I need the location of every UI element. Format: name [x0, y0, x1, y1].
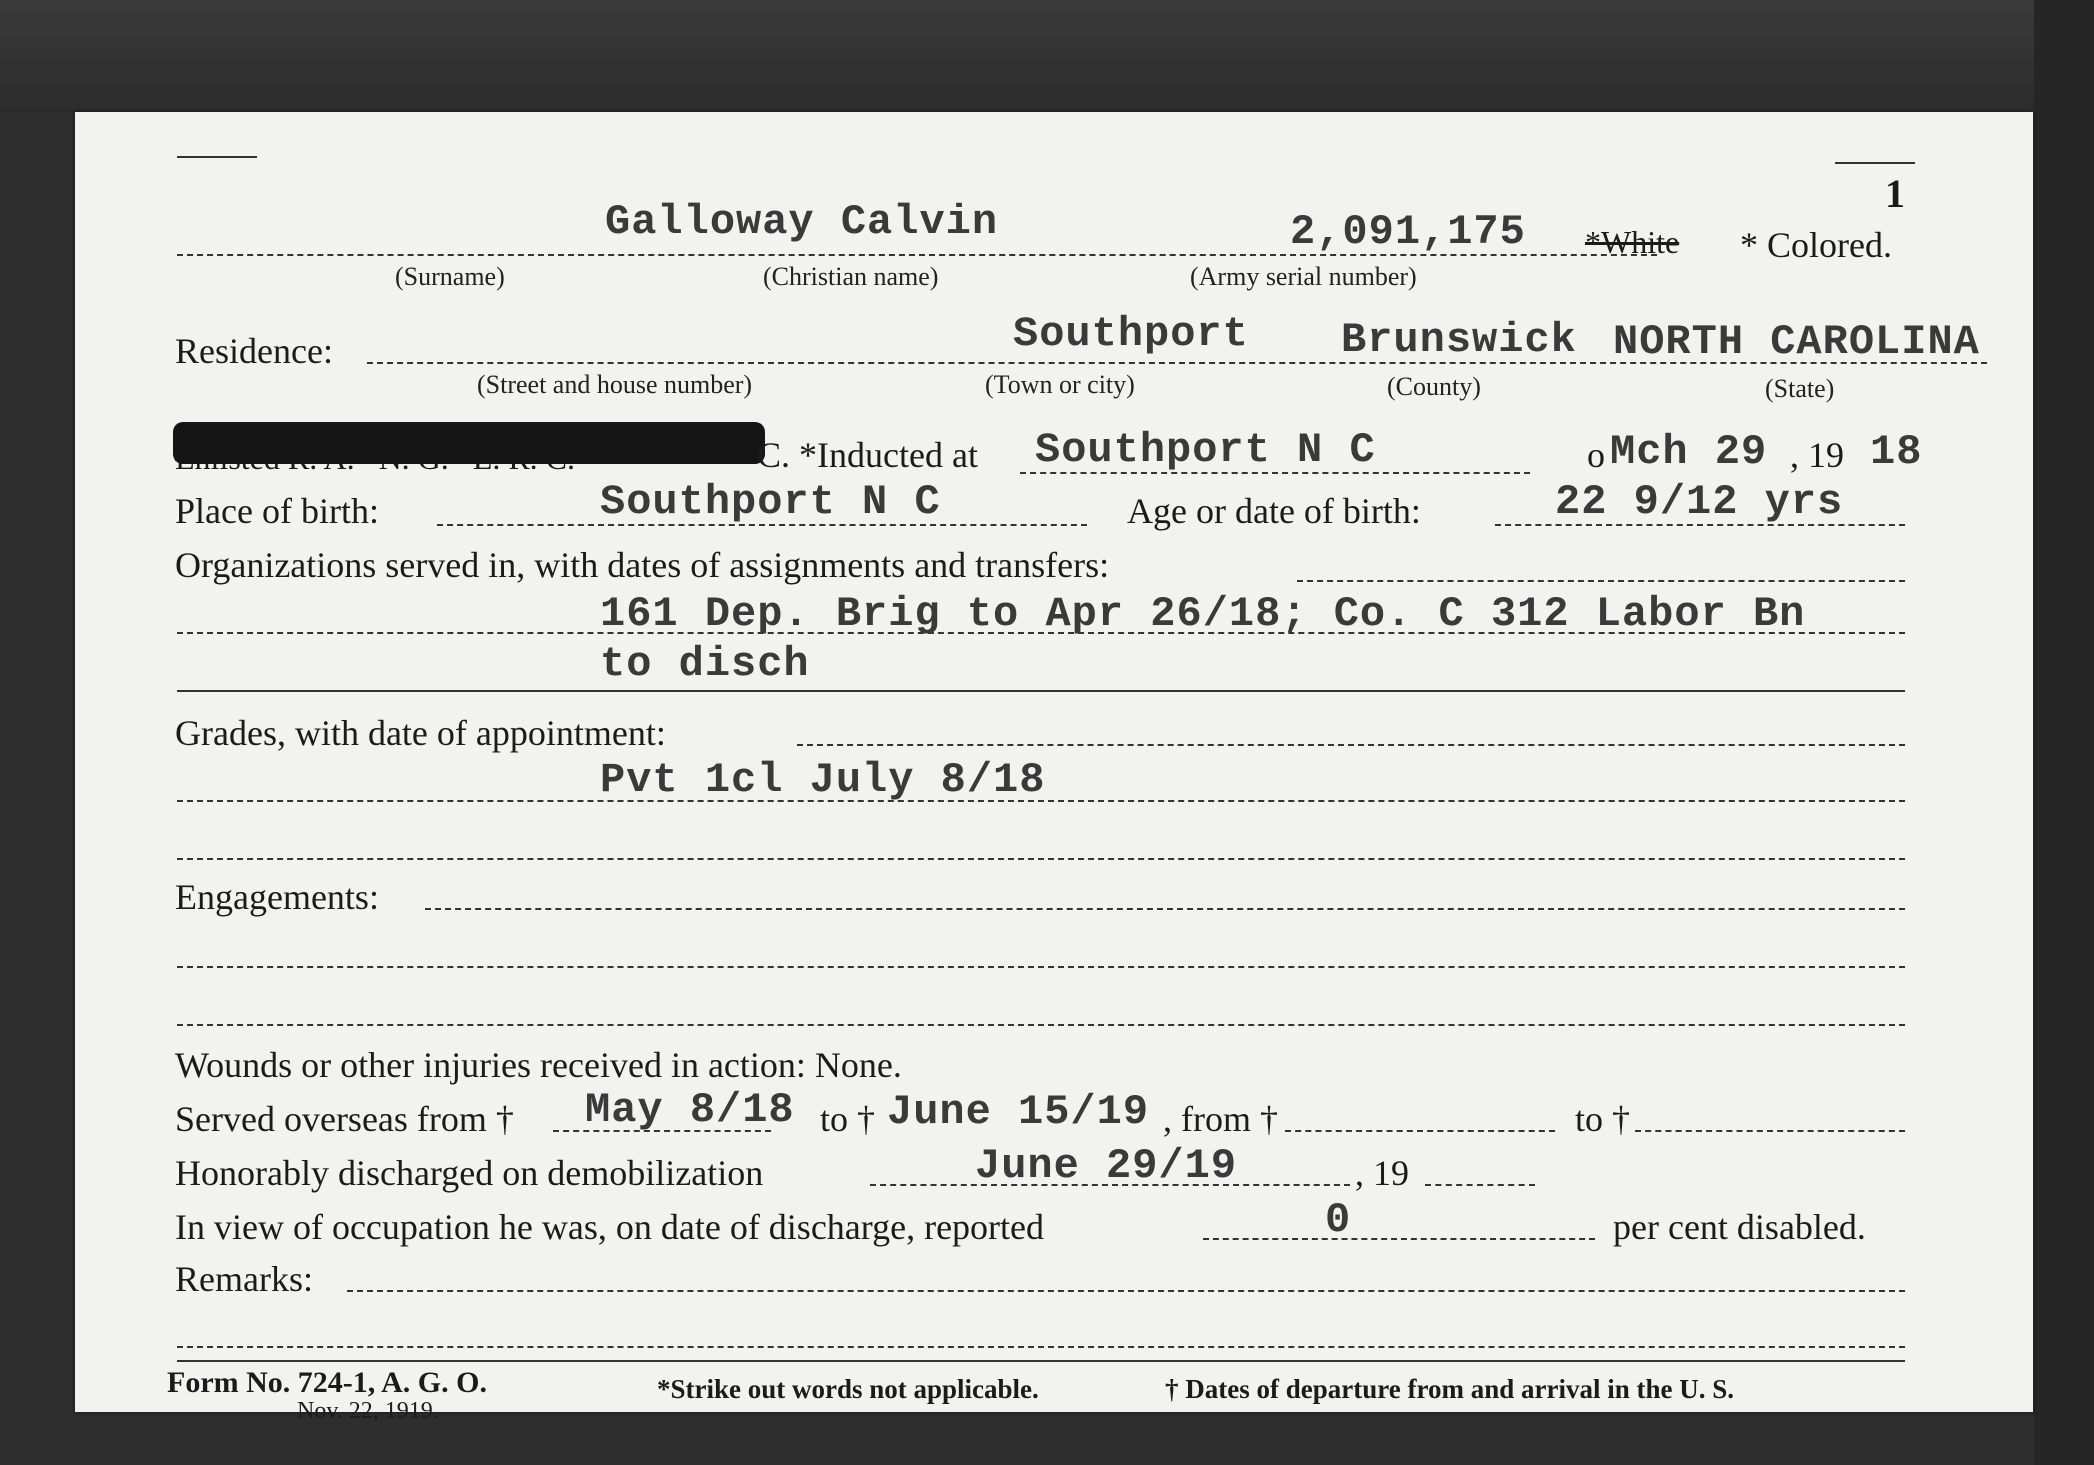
year-suffix: 18	[1870, 428, 1923, 476]
overseas-label: Served overseas from †	[175, 1099, 514, 1139]
disability-suffix: per cent disabled.	[1613, 1207, 1866, 1247]
race-white: *White	[1585, 224, 1680, 260]
grades-line-2	[177, 858, 1905, 860]
residence-state: NORTH CAROLINA	[1613, 318, 1980, 366]
footer-rule	[177, 1360, 1905, 1362]
overseas-to-label: to †	[820, 1099, 876, 1139]
remarks-label: Remarks:	[175, 1259, 313, 1299]
orgs-value-2: to disch	[600, 640, 810, 688]
caption-county: (County)	[1387, 372, 1481, 401]
footnote-dates: † Dates of departure from and arrival in the U. S.	[1165, 1374, 1734, 1404]
top-left-rule	[177, 156, 257, 158]
caption-serial: (Army serial number)	[1190, 262, 1417, 291]
orgs-line-2	[177, 690, 1905, 692]
age-value: 22 9/12 yrs	[1555, 478, 1844, 526]
orgs-label: Organizations served in, with dates of assignments and transfers:	[175, 545, 1110, 585]
overseas-from: May 8/18	[585, 1086, 795, 1134]
inducted-date: Mch 29	[1610, 428, 1768, 476]
orgs-value-1: 161 Dep. Brig to Apr 26/18; Co. C 312 Labor Bn	[600, 590, 1806, 638]
scan-background-right	[2034, 0, 2094, 1465]
caption-town: (Town or city)	[985, 370, 1135, 399]
residence-town: Southport	[1013, 310, 1249, 358]
disability-value: 0	[1325, 1196, 1352, 1244]
grades-label: Grades, with date of appointment:	[175, 713, 666, 753]
redaction-bar	[173, 422, 765, 464]
service-record-card	[75, 112, 2033, 1424]
surname-value: Galloway Calvin	[605, 198, 999, 246]
engagements-line-2	[177, 966, 1905, 968]
form-date: Nov. 22, 1919.	[297, 1398, 439, 1424]
overseas-to: June 15/19	[887, 1088, 1150, 1136]
scan-background-top	[0, 0, 2094, 112]
caption-state: (State)	[1765, 374, 1835, 403]
overseas-to2-label: to †	[1575, 1099, 1631, 1139]
top-right-rule	[1835, 162, 1915, 164]
year-prefix: , 19	[1790, 435, 1844, 475]
race-colored: * Colored.	[1740, 225, 1892, 265]
engagements-line-1	[425, 908, 1905, 910]
grades-value: Pvt 1cl July 8/18	[600, 756, 1046, 804]
inducted-label: C. *Inducted at	[757, 435, 978, 475]
form-number: Form No. 724-1, A. G. O.	[167, 1366, 487, 1399]
inducted-place: Southport N C	[1035, 426, 1376, 474]
discharge-year: , 19	[1355, 1153, 1409, 1193]
remarks-line-2	[177, 1346, 1905, 1348]
caption-street: (Street and house number)	[477, 370, 753, 399]
birth-place: Southport N C	[600, 478, 941, 526]
serial-value: 2,091,175	[1290, 208, 1526, 256]
age-label: Age or date of birth:	[1127, 491, 1421, 531]
overseas-from2-line	[1285, 1130, 1555, 1132]
caption-christian: (Christian name)	[763, 262, 939, 291]
discharge-date: June 29/19	[975, 1142, 1238, 1190]
birth-label: Place of birth:	[175, 491, 379, 531]
discharge-year-line	[1425, 1184, 1535, 1186]
disability-line	[1203, 1238, 1595, 1240]
engagements-line-3	[177, 1024, 1905, 1026]
discharge-label: Honorably discharged on demobilization	[175, 1153, 764, 1193]
caption-surname: (Surname)	[395, 262, 505, 291]
overseas-from2-label: , from †	[1163, 1099, 1278, 1139]
remarks-line-1	[347, 1290, 1905, 1292]
card-number: 1	[1885, 171, 1905, 216]
inducted-on: o	[1587, 435, 1605, 475]
wounds-text: Wounds or other injuries received in action: None.	[175, 1045, 902, 1085]
engagements-label: Engagements:	[175, 877, 379, 917]
grades-label-line	[797, 744, 1905, 746]
residence-label: Residence:	[175, 331, 333, 371]
residence-county: Brunswick	[1341, 316, 1577, 364]
overseas-to2-line	[1635, 1130, 1905, 1132]
orgs-label-line	[1297, 580, 1905, 582]
footnote-strike: *Strike out words not applicable.	[657, 1374, 1039, 1404]
disability-label: In view of occupation he was, on date of discharge, reported	[175, 1207, 1045, 1247]
